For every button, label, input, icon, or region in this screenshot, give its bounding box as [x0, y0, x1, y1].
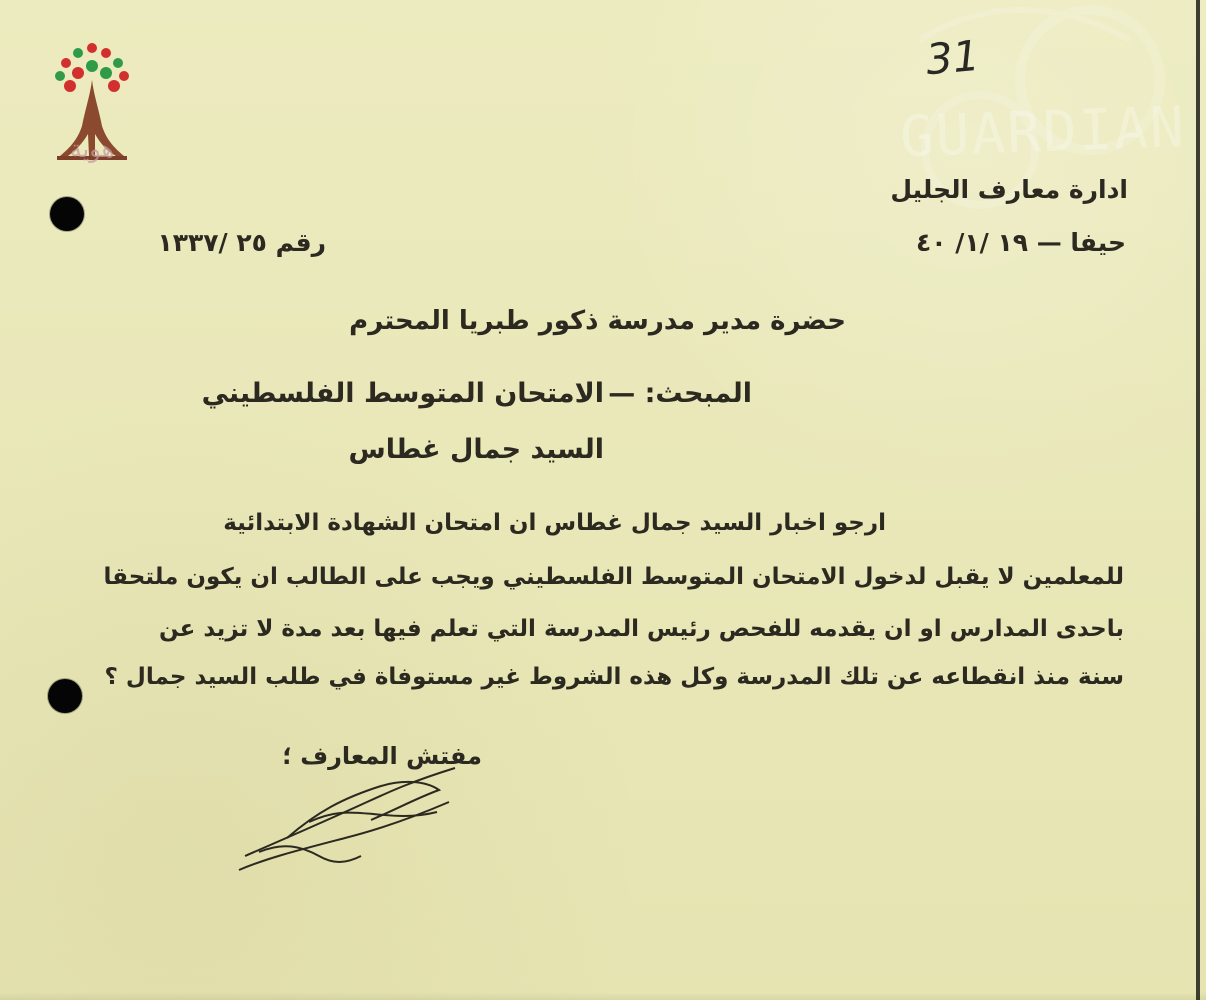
addressee-line: حضرة مدير مدرسة ذكور طبريا المحترم	[349, 306, 846, 336]
body-line-3: باحدى المدارس او ان يقدمه للفحص رئيس المدرسة التي تعلم فيها بعد مدة لا تزيد عن	[158, 616, 1124, 642]
date-line: حيفا — ١٩ /١/ ٤٠	[915, 228, 1126, 257]
handwritten-signature	[225, 760, 485, 880]
punch-hole-top	[50, 197, 84, 231]
tree-logo-icon	[48, 38, 136, 186]
subject-text: الامتحان المتوسط الفلسطيني	[201, 378, 604, 409]
logo-text: هوية	[69, 135, 115, 163]
signoff-title: مفتش المعارف ؛	[282, 742, 482, 770]
reference-number: رقم ٢٥ /١٣٣٧	[157, 228, 326, 257]
body-line-2: للمعلمين لا يقبل لدخول الامتحان المتوسط الفلسطيني ويجب على الطالب ان يكون ملتحقا	[103, 564, 1124, 590]
page-bottom-shadow	[0, 992, 1206, 1000]
page-edge-shadow	[1196, 0, 1200, 1000]
subject-person: السيد جمال غطاس	[348, 434, 604, 465]
punch-hole-bottom	[48, 679, 82, 713]
watermark-text: GUARDIAN	[898, 95, 1187, 170]
subject-label: المبحث: —	[608, 378, 752, 409]
department-heading: ادارة معارف الجليل	[890, 175, 1128, 204]
body-line-4: سنة منذ انقطاعه عن تلك المدرسة وكل هذه الشروط غير مستوفاة في طلب السيد جمال ؟	[104, 664, 1124, 690]
body-line-1: ارجو اخبار السيد جمال غطاس ان امتحان الشهادة الابتدائية	[223, 510, 886, 536]
page-number: 31	[923, 30, 982, 85]
